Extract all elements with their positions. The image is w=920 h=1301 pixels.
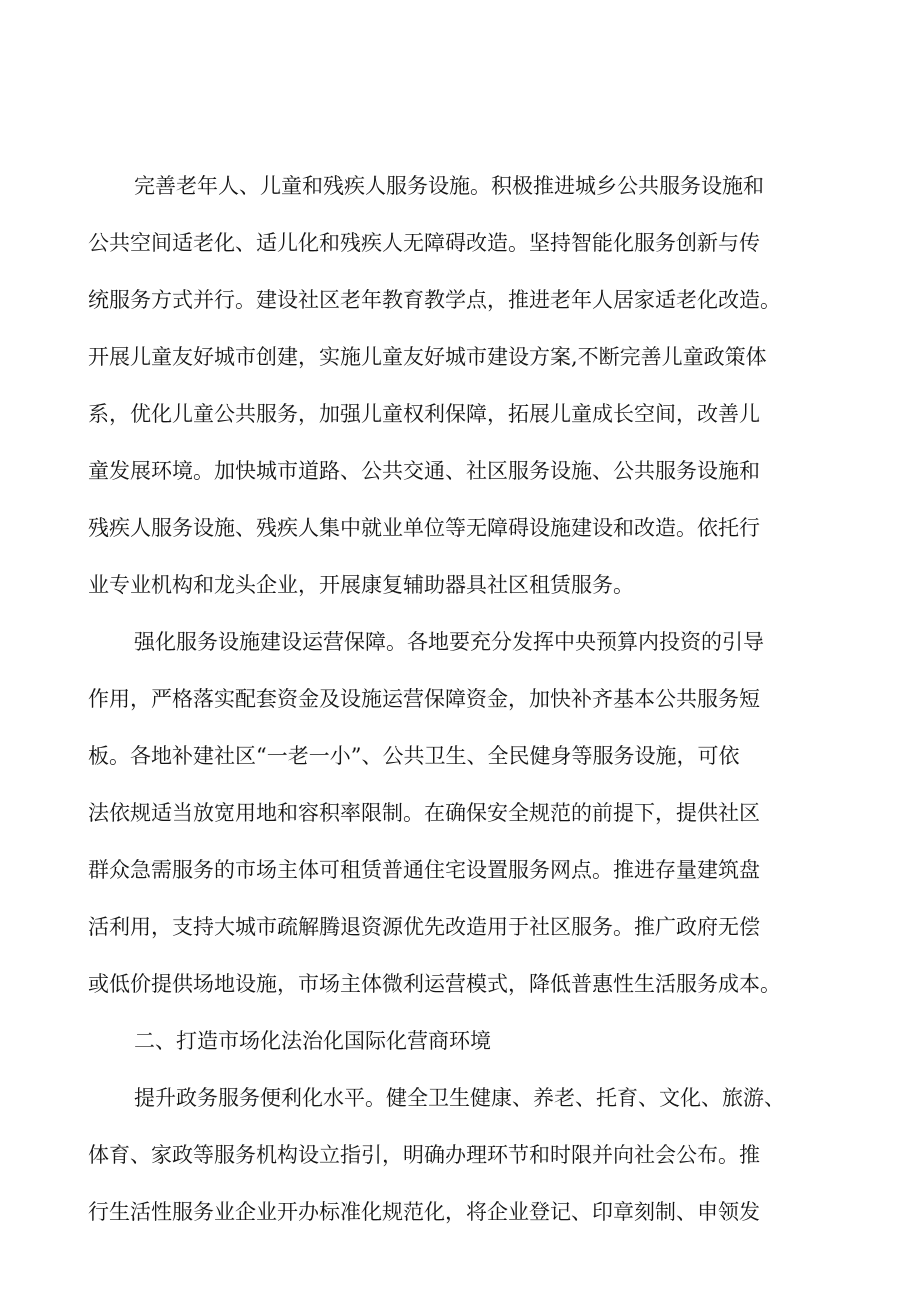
text-line-2: 公共空间适老化、适儿化和残疾人无障碍改造。坚持智能化服务创新与传: [88, 231, 760, 255]
text-line-18: 体育、家政等服务机构设立指引，明确办理环节和时限并向社会公布。推: [88, 1143, 760, 1167]
text-line-9: 强化服务设施建设运营保障。各地要充分发挥中央预算内投资的引导: [134, 630, 764, 654]
text-line-17: 提升政务服务便利化水平。健全卫生健康、养老、托育、文化、旅游、: [134, 1086, 785, 1110]
text-line-10: 作用，严格落实配套资金及设施运营保障资金，加快补齐基本公共服务短: [88, 687, 760, 711]
text-line-5: 系，优化儿童公共服务，加强儿童权利保障，拓展儿童成长空间，改善儿: [88, 402, 760, 426]
section-heading: 二、打造市场化法治化国际化营商环境: [134, 1029, 491, 1053]
text-line-15: 或低价提供场地设施，市场主体微利运营模式，降低普惠性生活服务成本。: [88, 972, 781, 996]
text-line-8: 业专业机构和龙头企业，开展康复辅助器具社区租赁服务。: [88, 573, 634, 597]
text-line-19: 行生活性服务业企业开办标准化规范化，将企业登记、印章刻制、申领发: [88, 1200, 760, 1224]
text-line-13: 群众急需服务的市场主体可租赁普通住宅设置服务网点。推进存量建筑盘: [88, 858, 760, 882]
text-line-1: 完善老年人、儿童和残疾人服务设施。积极推进城乡公共服务设施和: [134, 174, 764, 198]
text-line-3: 统服务方式并行。建设社区老年教育教学点，推进老年人居家适老化改造。: [88, 288, 781, 312]
text-line-14: 活利用，支持大城市疏解腾退资源优先改造用于社区服务。推广政府无偿: [88, 915, 760, 939]
text-line-11: 板。各地补建社区“一老一小”、公共卫生、全民健身等服务设施，可依: [88, 744, 740, 768]
text-line-4: 开展儿童友好城市创建，实施儿童友好城市建设方案,不断完善儿童政策体: [88, 345, 767, 369]
text-line-7: 残疾人服务设施、残疾人集中就业单位等无障碍设施建设和改造。依托行: [88, 516, 760, 540]
text-line-6: 童发展环境。加快城市道路、公共交通、社区服务设施、公共服务设施和: [88, 459, 760, 483]
text-line-12: 法依规适当放宽用地和容积率限制。在确保安全规范的前提下，提供社区: [88, 801, 760, 825]
